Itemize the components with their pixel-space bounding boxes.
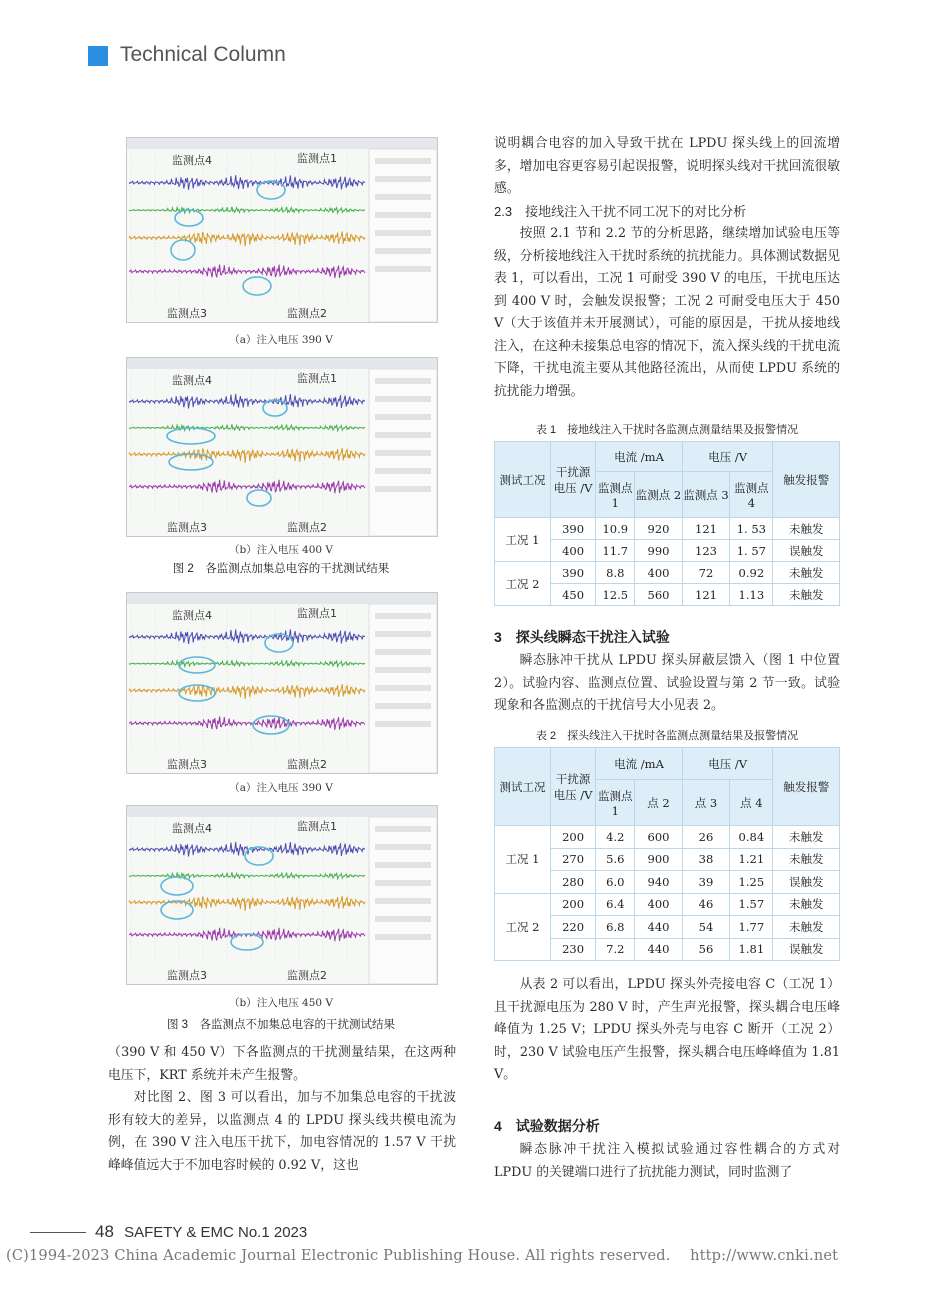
table-cell: 390 [550, 562, 595, 584]
figure-2a-caption: （a）注入电压 390 V [229, 334, 333, 346]
table-cell: 46 [682, 893, 729, 916]
svg-text:监测点1: 监测点1 [297, 607, 337, 620]
right-column-text-low [494, 974, 840, 1087]
footer-page-info [95, 1222, 307, 1242]
table-cell: 280 [550, 871, 595, 894]
svg-text:监测点3: 监测点3 [167, 307, 207, 320]
t1-case-1: 工况 1 [495, 518, 551, 562]
table-cell: 未触发 [773, 916, 840, 939]
page-number: 48 [95, 1222, 114, 1241]
svg-text:监测点2: 监测点2 [287, 969, 327, 982]
left-column-text [108, 1042, 456, 1177]
t1-header-p1: 监测点 1 [596, 472, 635, 518]
scope-figure-3b [126, 805, 438, 985]
table-cell: 未触发 [773, 562, 840, 584]
svg-text:监测点4: 监测点4 [172, 374, 212, 387]
table-cell: 1.57 [730, 893, 773, 916]
table-cell: 26 [682, 826, 729, 849]
table-cell: 1.81 [730, 938, 773, 961]
table-cell: 123 [682, 540, 729, 562]
table-cell: 400 [550, 540, 595, 562]
table-cell: 误触发 [773, 871, 840, 894]
t1-header-current: 电流 /mA [596, 442, 683, 472]
svg-text:监测点2: 监测点2 [287, 521, 327, 534]
t1-header-source: 干扰源电压 /V [550, 442, 595, 518]
table-cell: 54 [682, 916, 729, 939]
table-cell: 121 [682, 584, 729, 606]
table-cell: 未触发 [773, 584, 840, 606]
left-paragraph-2: 对比图 2、图 3 可以看出，加与不加集总电容的干扰波形有较大的差异，以监测点 4 的 LPDU 探头线共模电流为例，在 390 V 注入电压干扰下，加电容情况的 1.57 V 干扰峰峰值远大于不加电容时候的 0.92 V，这也 [108, 1090, 456, 1173]
figure-3a-caption: （a）注入电压 390 V [229, 782, 333, 794]
table-cell: 230 [550, 938, 595, 961]
svg-text:监测点1: 监测点1 [297, 372, 337, 385]
svg-text:监测点1: 监测点1 [297, 152, 337, 165]
section-4-heading: 4 试验数据分析 [494, 1118, 600, 1134]
svg-text:监测点4: 监测点4 [172, 154, 212, 167]
header-accent-square [88, 46, 108, 66]
table-cell: 400 [635, 893, 682, 916]
table-cell: 72 [682, 562, 729, 584]
table-row [495, 562, 840, 584]
table-1 [494, 441, 840, 606]
section-2-3-heading: 2.3 接地线注入干扰不同工况下的对比分析 [494, 203, 747, 219]
table-2 [494, 747, 840, 961]
table-row [495, 518, 840, 540]
svg-text:监测点3: 监测点3 [167, 969, 207, 982]
table-cell: 220 [550, 916, 595, 939]
svg-text:监测点1: 监测点1 [297, 820, 337, 833]
table-cell: 未触发 [773, 848, 840, 871]
svg-text:监测点2: 监测点2 [287, 758, 327, 771]
section-3-heading: 3 探头线瞬态干扰注入试验 [494, 629, 670, 645]
t2-header-source: 干扰源电压 /V [550, 748, 595, 826]
table-1-caption: 表 1 接地线注入干扰时各监测点测量结果及报警情况 [535, 424, 799, 436]
t2-header-p1: 监测点 1 [596, 780, 635, 826]
svg-text:监测点3: 监测点3 [167, 521, 207, 534]
figure-2b-caption: （b）注入电压 400 V [228, 544, 334, 556]
t1-header-p2: 监测点 2 [635, 472, 682, 518]
table-cell: 940 [635, 871, 682, 894]
table-cell: 390 [550, 518, 595, 540]
right-paragraph-3: 从表 2 可以看出，LPDU 探头外壳接电容 C（工况 1）且干扰源电压为 280 V 时，产生声光报警，探头耦合电压峰峰值为 1.25 V；LPDU 探头外壳与电容 C 断开（工况 2）时，230 V 试验电压产生报警，探头耦合电压峰峰值为 1.81 V。 [494, 977, 840, 1082]
right-paragraph-2: 瞬态脉冲干扰从 LPDU 探头屏蔽层馈入（图 1 中位置 2）。试验内容、监测点位置、试验设置与第 2 节一致。试验现象和各监测点的干扰信号大小见表 2。 [494, 653, 840, 713]
table-cell: 1.21 [730, 848, 773, 871]
scope-figure-3a [126, 592, 438, 774]
column-title: Technical Column [120, 43, 286, 66]
table-cell: 121 [682, 518, 729, 540]
table-cell: 900 [635, 848, 682, 871]
t2-header-case: 测试工况 [495, 748, 551, 826]
table-cell: 7.2 [596, 938, 635, 961]
t2-case-1: 工况 1 [495, 826, 551, 894]
table-cell: 200 [550, 826, 595, 849]
table-cell: 400 [635, 562, 682, 584]
table-cell: 0.92 [730, 562, 773, 584]
t1-case-2: 工况 2 [495, 562, 551, 606]
right-column-text-top [494, 133, 840, 403]
table-cell: 未触发 [773, 518, 840, 540]
right-paragraph-0: 说明耦合电容的加入导致干扰在 LPDU 探头线上的回流增多，增加电容更容易引起误报警，说明探头线对干扰回流很敏感。 [494, 136, 840, 196]
svg-text:监测点2: 监测点2 [287, 307, 327, 320]
table-cell: 270 [550, 848, 595, 871]
table-cell: 误触发 [773, 540, 840, 562]
svg-text:监测点3: 监测点3 [167, 758, 207, 771]
table-cell: 10.9 [596, 518, 635, 540]
table-cell: 440 [635, 938, 682, 961]
right-paragraph-4: 瞬态脉冲干扰注入模拟试验通过容性耦合的方式对 LPDU 的关键端口进行了抗扰能力测试，同时监测了 [494, 1142, 840, 1180]
table-cell: 4.2 [596, 826, 635, 849]
t1-header-voltage: 电压 /V [682, 442, 773, 472]
figure-3-caption: 图 3 各监测点不加集总电容的干扰测试结果 [166, 1019, 396, 1031]
table-cell: 450 [550, 584, 595, 606]
table-cell: 误触发 [773, 938, 840, 961]
table-cell: 6.8 [596, 916, 635, 939]
table-2-caption: 表 2 探头线注入干扰时各监测点测量结果及报警情况 [535, 730, 799, 742]
table-cell: 11.7 [596, 540, 635, 562]
table-row [495, 826, 840, 849]
t1-header-p3: 监测点 3 [682, 472, 729, 518]
table-cell: 39 [682, 871, 729, 894]
table-cell: 6.0 [596, 871, 635, 894]
t2-header-p4: 点 4 [730, 780, 773, 826]
footer-rule [30, 1232, 86, 1233]
table-cell: 1. 53 [730, 518, 773, 540]
t1-header-alarm: 触发报警 [773, 442, 840, 518]
t2-header-p2: 点 2 [635, 780, 682, 826]
right-column-text-bottom [494, 1139, 840, 1184]
right-paragraph-1: 按照 2.1 节和 2.2 节的分析思路，继续增加试验电压等级，分析接地线注入干扰时系统的抗扰能力。具体测试数据见表 1，可以看出，工况 1 可耐受 390 V 的电压，干扰电压达到 400 V 时，会触发误报警；工况 2 可耐受电压大于 450 V（大于该值并未开展测试），可能的原因是，干扰从接地线注入，在这种未接集总电容的情况下，流入探头线的干扰电流下降，干扰电流主要从其他路径流出，从而使 LPDU 系统的抗扰能力增强。 [494, 226, 840, 399]
table-cell: 920 [635, 518, 682, 540]
table-cell: 1. 57 [730, 540, 773, 562]
svg-text:监测点4: 监测点4 [172, 822, 212, 835]
table-cell: 56 [682, 938, 729, 961]
figure-3b-caption: （b）注入电压 450 V [228, 997, 334, 1009]
table-cell: 1.13 [730, 584, 773, 606]
table-cell: 6.4 [596, 893, 635, 916]
t2-header-voltage: 电压 /V [682, 748, 773, 780]
table-cell: 600 [635, 826, 682, 849]
table-cell: 440 [635, 916, 682, 939]
table-cell: 未触发 [773, 893, 840, 916]
table-cell: 5.6 [596, 848, 635, 871]
left-paragraph-1: （390 V 和 450 V）下各监测点的干扰测量结果，在这两种电压下，KRT 系统并未产生报警。 [108, 1045, 456, 1083]
scope-figure-2a [126, 137, 438, 323]
table-cell: 38 [682, 848, 729, 871]
copyright-line: (C)1994-2023 China Academic Journal Electronic Publishing House. All rights reserved. http://www.cnki.net [6, 1248, 839, 1264]
scope-figure-2b [126, 357, 438, 537]
table-cell: 560 [635, 584, 682, 606]
svg-text:监测点4: 监测点4 [172, 609, 212, 622]
t2-header-alarm: 触发报警 [773, 748, 840, 826]
table-cell: 0.84 [730, 826, 773, 849]
table-cell: 990 [635, 540, 682, 562]
t1-header-case: 测试工况 [495, 442, 551, 518]
right-column-text-mid [494, 650, 840, 718]
t1-header-p4: 监测点 4 [730, 472, 773, 518]
figure-2-caption: 图 2 各监测点加集总电容的干扰测试结果 [172, 563, 390, 575]
table-cell: 8.8 [596, 562, 635, 584]
journal-name: SAFETY & EMC No.1 2023 [124, 1224, 308, 1241]
table-row [495, 893, 840, 916]
table-cell: 未触发 [773, 826, 840, 849]
t2-case-2: 工况 2 [495, 893, 551, 961]
table-cell: 200 [550, 893, 595, 916]
t2-header-current: 电流 /mA [596, 748, 683, 780]
table-cell: 1.77 [730, 916, 773, 939]
table-cell: 1.25 [730, 871, 773, 894]
table-cell: 12.5 [596, 584, 635, 606]
t2-header-p3: 点 3 [682, 780, 729, 826]
